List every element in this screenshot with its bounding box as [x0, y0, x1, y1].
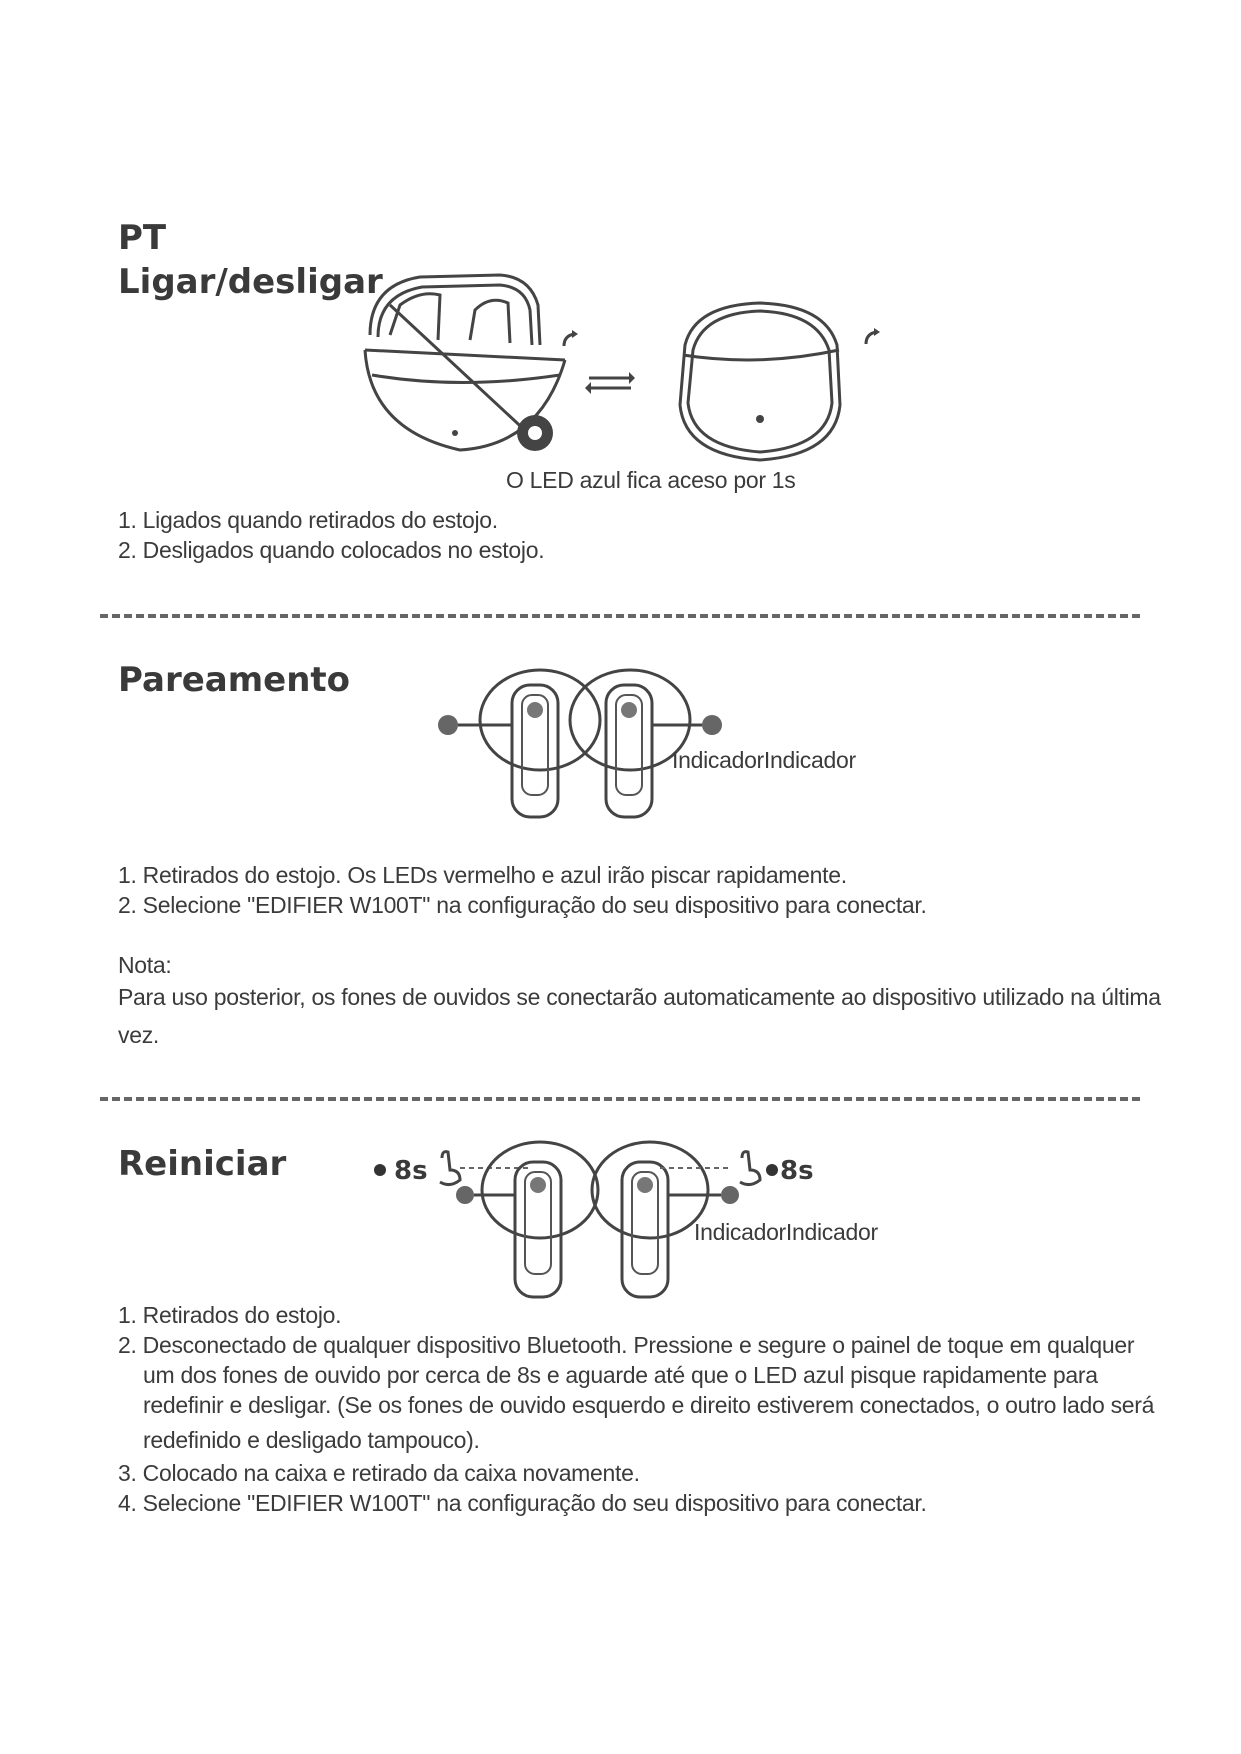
closed-case-illustration [665, 295, 855, 465]
reset-step-4: 4. Selecione "EDIFIER W100T" na configuração do seu dispositivo para conectar. [118, 1490, 927, 1516]
pairing-step-2: 2. Selecione "EDIFIER W100T" na configuração do seu dispositivo para conectar. [118, 892, 927, 918]
power-heading: Ligar/desligar [118, 262, 383, 302]
power-step-1: 1. Ligados quando retirados do estojo. [118, 507, 498, 533]
reset-step-2-cont-1: um dos fones de ouvido por cerca de 8s e aguarde até que o LED azul pisque rapidamente para [143, 1362, 1098, 1388]
reset-step-2: 2. Desconectado de qualquer dispositivo Bluetooth. Pressione e segure o painel de toque em qualquer [118, 1332, 1135, 1358]
section-divider-2 [100, 1097, 1140, 1101]
power-step-2: 2. Desligados quando colocados no estojo. [118, 537, 545, 563]
led-indicator-icon-right [621, 702, 637, 718]
reset-heading: Reiniciar [118, 1144, 287, 1184]
note-line-1: Para uso posterior, os fones de ouvidos se conectarão automaticamente ao dispositivo utilizado na última [118, 984, 1161, 1010]
pairing-step-1: 1. Retirados do estojo. Os LEDs vermelho e azul irão piscar rapidamente. [118, 862, 847, 888]
reset-step-2-cont-2: redefinir e desligar. (Se os fones de ouvido esquerdo e direito estiverem conectados, o outro lado será [143, 1392, 1155, 1418]
reset-hold-time-left: 8s [394, 1156, 428, 1186]
reset-step-1: 1. Retirados do estojo. [118, 1302, 342, 1328]
touch-hand-icon-right [740, 1152, 760, 1185]
switch-arrows-icon [585, 372, 635, 394]
led-indicator-icon [527, 702, 543, 718]
open-case-illustration [360, 265, 570, 465]
pairing-heading: Pareamento [118, 660, 351, 700]
reset-step-2-cont-3: redefinido e desligado tampouco). [143, 1427, 480, 1453]
lid-motion-icon [560, 330, 580, 350]
lid-motion-icon-right [862, 328, 882, 348]
section-divider [100, 614, 1140, 618]
note-title: Nota: [118, 952, 172, 978]
language-code: PT [118, 218, 167, 258]
touch-hand-icon [440, 1152, 460, 1185]
note-line-2: vez. [118, 1022, 159, 1048]
reset-step-3: 3. Colocado na caixa e retirado da caixa novamente. [118, 1460, 640, 1486]
pairing-indicator-label: IndicadorIndicador [672, 747, 856, 773]
reset-indicator-label: IndicadorIndicador [694, 1219, 878, 1245]
power-led-caption: O LED azul fica aceso por 1s [506, 467, 796, 493]
reset-hold-time-right: 8s [780, 1156, 814, 1186]
